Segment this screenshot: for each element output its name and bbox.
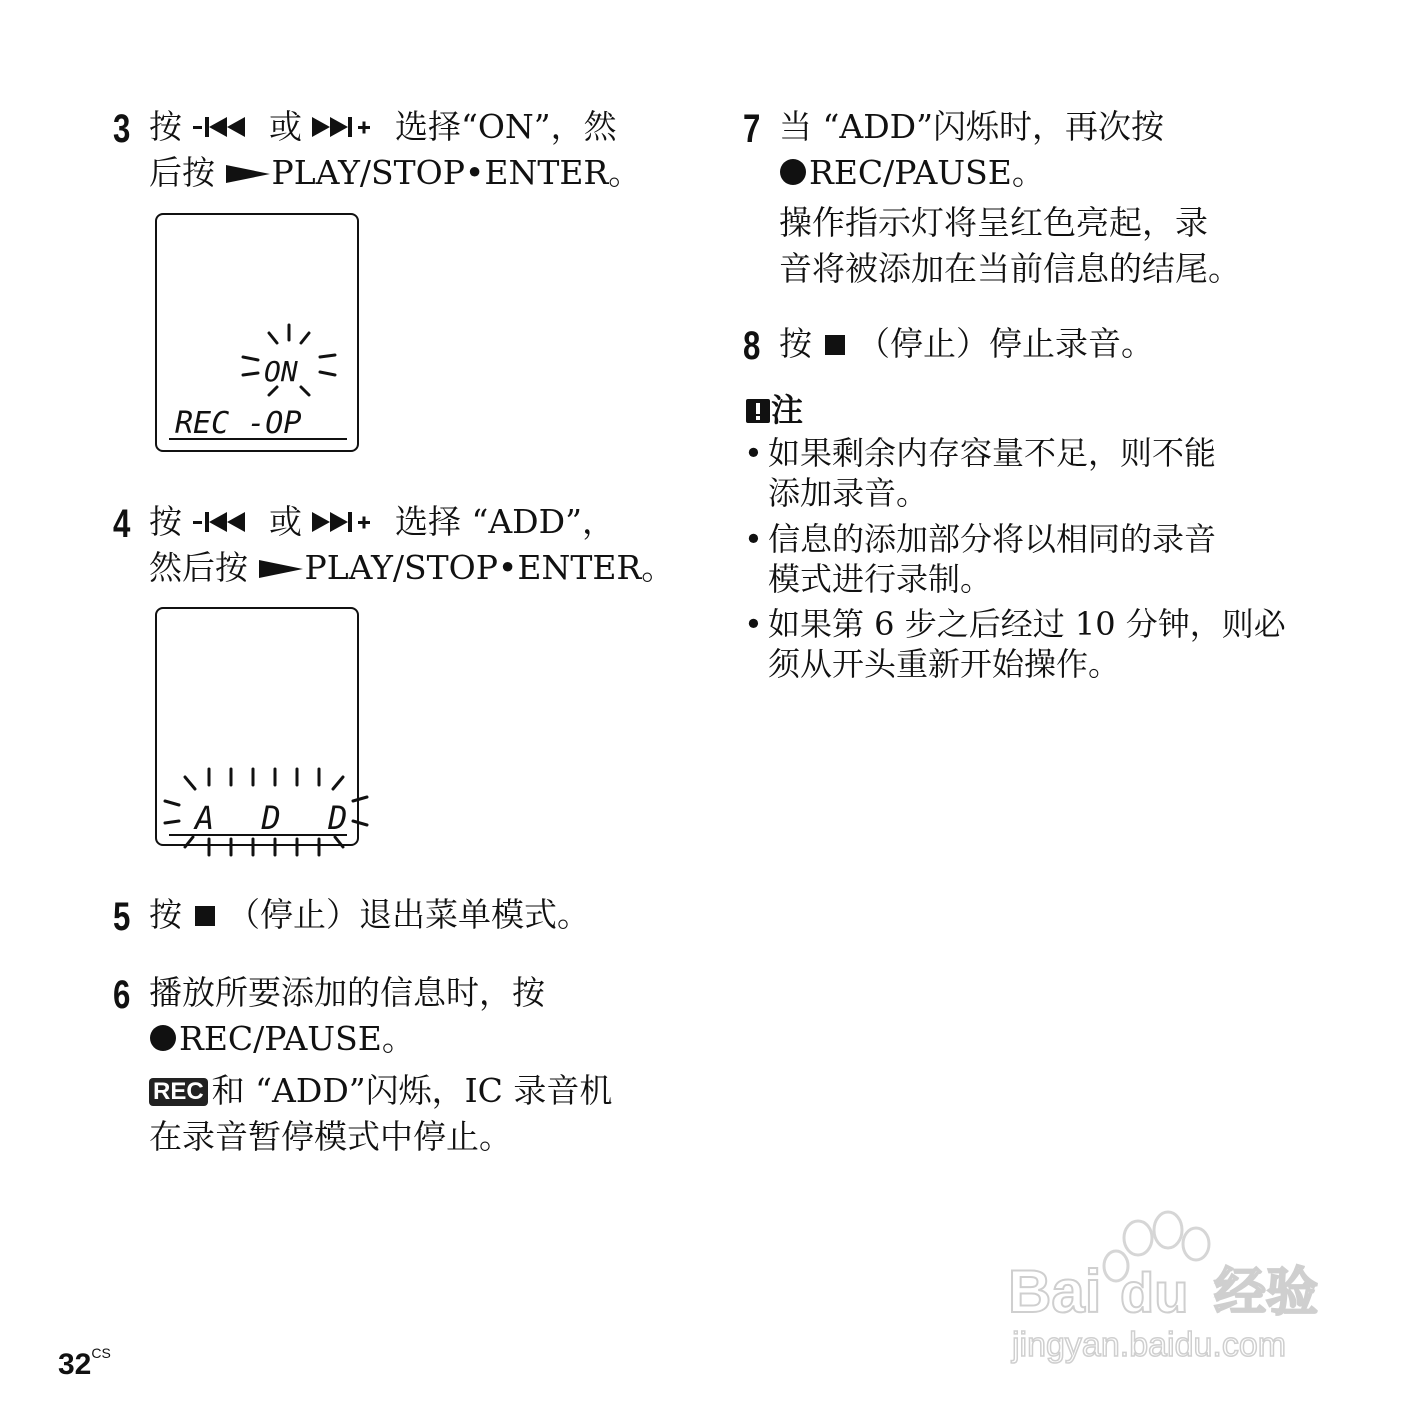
step-text bbox=[779, 249, 1241, 289]
step-text bbox=[149, 548, 674, 590]
bullet-line: 如果剩余内存容量不足，则不能 bbox=[768, 434, 1217, 472]
text-run: 然后按 bbox=[149, 548, 259, 587]
text-run: REC/PAUSE。 bbox=[179, 1019, 415, 1058]
step-text bbox=[149, 153, 641, 195]
text-run: （停止）停止录音。 bbox=[846, 324, 1154, 363]
text-run: 选择“ON”，然 bbox=[384, 107, 617, 146]
text-run: 或 bbox=[258, 502, 313, 541]
text-run: 选择 “ADD”， bbox=[384, 502, 615, 541]
page-number-suffix: CS bbox=[91, 1345, 111, 1361]
text-run: 音将被添加在当前信息的结尾。 bbox=[779, 249, 1241, 288]
step-text bbox=[149, 1071, 612, 1111]
bullet-line: 须从开头重新开始操作。 bbox=[768, 645, 1121, 683]
step-number: 8 bbox=[743, 324, 761, 368]
text-run: 按 bbox=[149, 502, 193, 541]
record-dot-icon bbox=[149, 1021, 179, 1061]
step-number: 6 bbox=[113, 973, 131, 1017]
page-number-value: 32 bbox=[58, 1348, 92, 1381]
lcd-top-text: ON bbox=[264, 355, 298, 388]
step-text bbox=[779, 153, 1045, 195]
watermark-brand: Bai bbox=[1008, 1258, 1102, 1325]
note-title: 注 bbox=[771, 391, 804, 429]
bullet-line: 添加录音。 bbox=[768, 474, 929, 512]
stop-icon bbox=[823, 326, 847, 366]
stop-icon bbox=[193, 897, 217, 937]
step-text bbox=[149, 1117, 512, 1157]
step-text bbox=[149, 107, 617, 149]
watermark-brand-2: du bbox=[1120, 1261, 1189, 1324]
baidu-paw-logo bbox=[990, 1200, 1340, 1370]
record-dot-icon bbox=[779, 155, 809, 195]
text-run: 或 bbox=[258, 107, 313, 146]
text-run: 播放所要添加的信息时，按 bbox=[149, 973, 545, 1012]
text-run: 操作指示灯将呈红色亮起，录 bbox=[779, 203, 1208, 242]
text-run: 和 “ADD”闪烁，IC 录音机 bbox=[211, 1071, 613, 1110]
baidu-watermark bbox=[990, 1200, 1340, 1370]
text-run: 按 bbox=[779, 324, 823, 363]
lcd-bottom-text: A D D bbox=[195, 799, 362, 837]
text-run: PLAY/STOP•ENTER。 bbox=[271, 153, 642, 192]
step-text bbox=[149, 973, 545, 1013]
bullet-line: 信息的添加部分将以相同的录音 bbox=[768, 520, 1217, 558]
bullet-line: 如果第 6 步之后经过 10 分钟，则必 bbox=[768, 605, 1286, 643]
watermark-cn: 经验 bbox=[1214, 1263, 1319, 1323]
step-text bbox=[779, 324, 1154, 366]
text-run: 按 bbox=[149, 895, 193, 934]
watermark-url: jingyan.baidu.com bbox=[1012, 1326, 1287, 1364]
text-run: （停止）退出菜单模式。 bbox=[216, 895, 590, 934]
lcd-display-on bbox=[155, 213, 359, 452]
step-number: 5 bbox=[113, 895, 131, 939]
bullet-dot: • bbox=[744, 605, 763, 643]
step-text bbox=[779, 107, 1164, 147]
next-track-icon bbox=[312, 504, 384, 544]
text-run: PLAY/STOP•ENTER。 bbox=[304, 548, 675, 587]
caution-icon bbox=[745, 398, 771, 424]
bullet-dot: • bbox=[744, 434, 763, 472]
previous-track-icon bbox=[193, 504, 259, 544]
rec-indicator-badge: REC bbox=[149, 1078, 208, 1106]
lcd-display-add bbox=[155, 607, 362, 846]
text-run: 后按 bbox=[149, 153, 226, 192]
step-number: 4 bbox=[113, 502, 131, 546]
play-icon bbox=[259, 550, 305, 590]
lcd-segments bbox=[157, 215, 357, 450]
text-run: 按 bbox=[149, 107, 193, 146]
bullet-line: 模式进行录制。 bbox=[768, 560, 993, 598]
step-text bbox=[149, 895, 590, 937]
previous-track-icon bbox=[193, 109, 259, 149]
lcd-segments bbox=[157, 609, 362, 859]
step-number: 3 bbox=[113, 107, 131, 151]
step-number: 7 bbox=[743, 107, 761, 151]
page-number bbox=[58, 1345, 111, 1382]
play-icon bbox=[226, 155, 272, 195]
step-text bbox=[149, 502, 615, 544]
next-track-icon bbox=[312, 109, 384, 149]
text-run: 在录音暂停模式中停止。 bbox=[149, 1117, 512, 1156]
lcd-bottom-text: REC -OP bbox=[175, 406, 302, 441]
note-heading bbox=[745, 390, 803, 430]
text-run: 当 “ADD”闪烁时，再次按 bbox=[779, 107, 1164, 146]
step-text bbox=[779, 203, 1208, 243]
text-run: REC/PAUSE。 bbox=[809, 153, 1045, 192]
bullet-dot: • bbox=[744, 520, 763, 558]
step-text bbox=[149, 1019, 415, 1061]
